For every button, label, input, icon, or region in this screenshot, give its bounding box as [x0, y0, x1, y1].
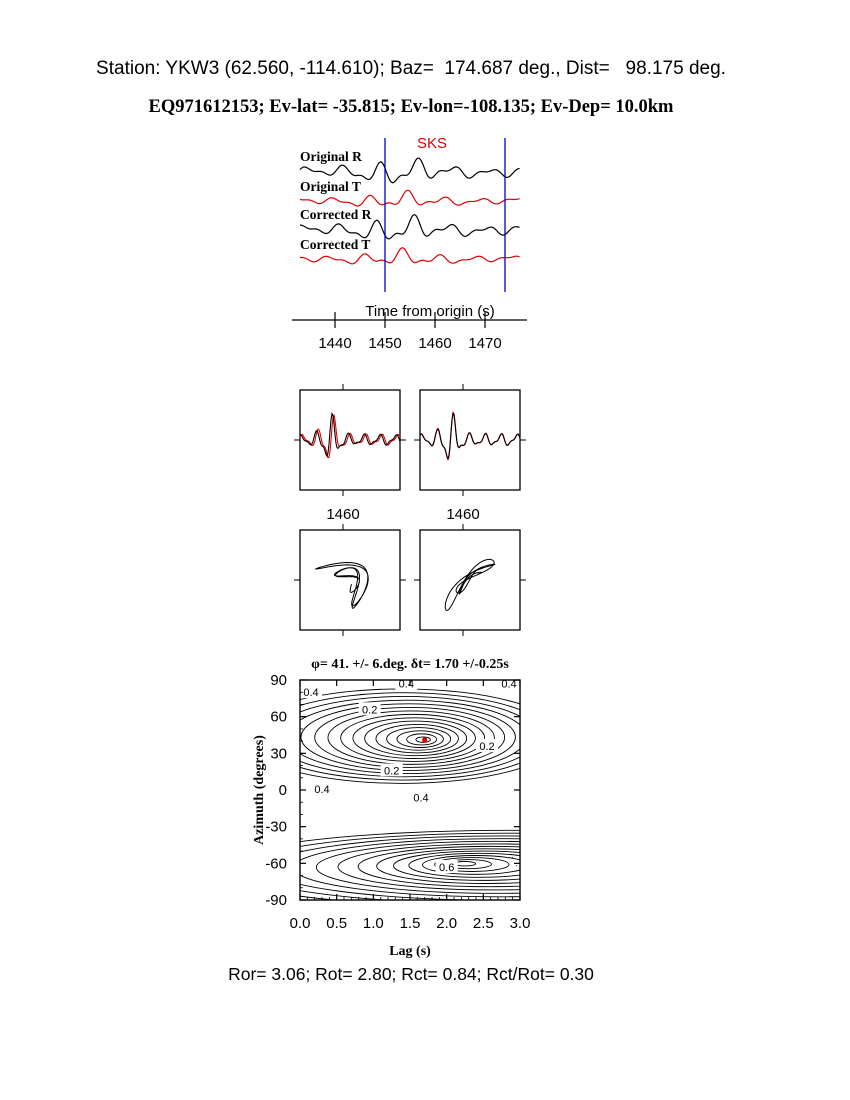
waveform-panel-original — [294, 384, 406, 496]
contour-lines — [214, 689, 808, 908]
contour-line — [214, 830, 808, 907]
energy-ratios-footer: Ror= 3.06; Rot= 2.80; Rct= 0.84; Rct/Rot= 0.30 — [228, 964, 594, 984]
particle-motion-corrected — [414, 524, 526, 636]
y-tick-label: -90 — [265, 892, 287, 909]
time-axis-tick-label: 1470 — [468, 335, 502, 352]
waveform-tick-label: 1460 — [326, 506, 360, 523]
contour-label: 0.6 — [439, 862, 455, 874]
x-tick-label: 3.0 — [509, 915, 531, 932]
y-tick-label: -60 — [265, 855, 287, 873]
contour-label: 0.4 — [303, 687, 319, 700]
best-fit-marker — [422, 737, 427, 742]
grid-search-contour-plot — [214, 672, 808, 932]
analysis-window-markers — [385, 138, 505, 292]
trace-label-corrected-t: Corrected T — [300, 237, 371, 252]
y-tick-label: 90 — [270, 672, 287, 689]
contour-line — [376, 724, 459, 753]
contour-label: 0.4 — [398, 678, 414, 691]
trace-label-original-r: Original R — [300, 149, 362, 164]
waveform-radial — [420, 413, 520, 458]
event-info-subtitle: EQ971612153; Ev-lat= -35.815; Ev-lon=-108.135; Ev-Dep= 10.0km — [148, 97, 674, 117]
contour-line — [407, 734, 437, 745]
trace-label-corrected-r: Corrected R — [300, 207, 372, 222]
contour-line — [353, 718, 476, 759]
time-axis-label: Time from origin (s) — [365, 303, 495, 320]
contour-line — [516, 865, 517, 866]
particle-motion-path — [316, 563, 368, 609]
x-tick-label: 1.5 — [399, 915, 421, 932]
contour-line — [512, 857, 513, 858]
particle-motion-path — [445, 559, 495, 610]
x-tick-label: 2.5 — [472, 915, 494, 932]
waveform-tick-label: 1460 — [446, 506, 480, 523]
contour-label: 0.2 — [384, 765, 400, 778]
x-tick-label: 0.5 — [326, 915, 348, 932]
contour-label: 0.4 — [413, 792, 429, 805]
contour-label: 0.2 — [362, 704, 378, 717]
waveform-panel-corrected — [414, 384, 526, 496]
x-tick-label: 0.0 — [289, 915, 311, 932]
contour-label: 0.4 — [501, 678, 517, 691]
y-tick-label: -30 — [265, 818, 287, 836]
seismogram-panel — [292, 135, 527, 352]
contour-label: 0.4 — [314, 783, 330, 796]
particle-motion-original — [294, 524, 406, 636]
station-info-title: Station: YKW3 (62.560, -114.610); Baz= 174.687 deg., Dist= 98.175 deg. — [96, 58, 726, 79]
x-axis-label: Lag (s) — [389, 944, 431, 959]
particle-motion-frame — [300, 530, 400, 630]
contour-line — [293, 839, 707, 897]
time-axis-tick-label: 1450 — [368, 335, 402, 352]
time-axis-tick-label: 1440 — [318, 335, 352, 352]
contour-line — [409, 853, 549, 877]
grid-search-subtitle: φ= 41. +/- 6.deg. δt= 1.70 +/-0.25s — [311, 657, 509, 672]
trace-label-original-t: Original T — [300, 179, 361, 194]
y-tick-label: 30 — [270, 745, 287, 763]
y-tick-label: 0 — [278, 782, 287, 799]
time-axis-tick-label: 1460 — [418, 335, 452, 352]
y-tick-label: 60 — [270, 708, 287, 726]
y-axis-label: Azimuth (degrees) — [252, 735, 267, 845]
x-tick-label: 2.0 — [436, 915, 458, 932]
waveform-radial — [300, 414, 400, 457]
contour-label: 0.2 — [479, 741, 495, 753]
x-tick-label: 1.0 — [362, 915, 384, 932]
phase-label: SKS — [416, 135, 448, 152]
